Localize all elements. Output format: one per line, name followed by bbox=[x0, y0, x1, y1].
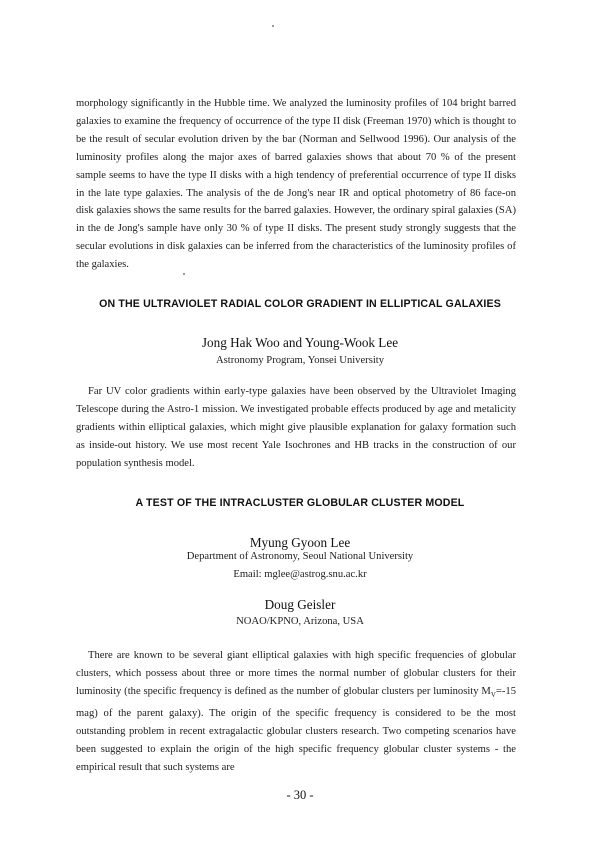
article2-abstract-part2: =-15 mag) of the parent galaxy). The origin of the specific frequency is considered to be the most outstanding problem in recent extragalactic globular clusters research. Two competing scenarios have been suggested to explain the origin of the high specific frequency globular cluster systems - the empirical result that such systems are bbox=[76, 685, 516, 773]
page-number: - 30 - bbox=[286, 788, 314, 802]
article2-title: A TEST OF THE INTRACLUSTER GLOBULAR CLUSTER MODEL bbox=[135, 497, 465, 509]
article1-affiliation: Astronomy Program, Yonsei University bbox=[215, 355, 385, 366]
scan-speck bbox=[272, 25, 274, 27]
article1-abstract: Far UV color gradients within early-type galaxies have been observed by the Ultraviolet Imaging Telescope during the Astro-1 mission. We investigated probable effects produced by age and metalicity gradients within elliptical galaxies, which might give plausible explanation for galaxy formation such as inside-out history. We use most recent Yale Isochrones and HB tracks in the construction of our population synthesis model. bbox=[76, 386, 516, 469]
article2-author1: Myung Gyoon Lee bbox=[249, 535, 351, 550]
article2-author2: Doug Geisler bbox=[264, 597, 336, 612]
article2-abstract bbox=[76, 647, 516, 776]
continuation-paragraph: morphology significantly in the Hubble time. We analyzed the luminosity profiles of 104 bright barred galaxies to examine the frequency of occurrence of the type II disk (Freeman 1970) which is thought to be the result of secular evolution driven by the bar (Norman and Sellwood 1996). Our analysis of the luminosity profiles along the major axes of barred galaxies shows that about 70 % of the present sample seems to have the type II disks with a high tendency of preferential occurrence of type II disks in the late type galaxies. The analysis of the de Jong's near IR and optical photometry of 86 face-on disk galaxies shows the same results for the barred galaxies. However, the ordinary spiral galaxies (SA) in the de Jong's sample have only 30 % of type II disks. The present study strongly suggests that the secular evolutions in disk galaxies can be inferred from the characteristics of the luminosity profiles of the galaxies. bbox=[76, 98, 516, 271]
article1-title: ON THE ULTRAVIOLET RADIAL COLOR GRADIENT IN ELLIPTICAL GALAXIES bbox=[99, 298, 501, 310]
article1-section bbox=[76, 383, 516, 473]
article2-section bbox=[76, 647, 516, 776]
continuation-section bbox=[76, 95, 516, 274]
article2-affiliation2: NOAO/KPNO, Arizona, USA bbox=[236, 616, 364, 627]
article2-abstract-part1: There are known to be several giant elliptical galaxies with high specific frequencies of globular clusters, which possess about three or more times the normal number of globular clusters for their luminosity (the specific frequency is defined as the number of globular clusters per luminosity M bbox=[76, 650, 516, 697]
article2-abstract-subscript: V bbox=[490, 690, 496, 699]
article2-email1: Email: mglee@astrog.snu.ac.kr bbox=[233, 569, 367, 580]
article1-authors: Jong Hak Woo and Young-Wook Lee bbox=[201, 335, 399, 350]
article2-affiliation1: Department of Astronomy, Seoul National University bbox=[186, 551, 414, 562]
